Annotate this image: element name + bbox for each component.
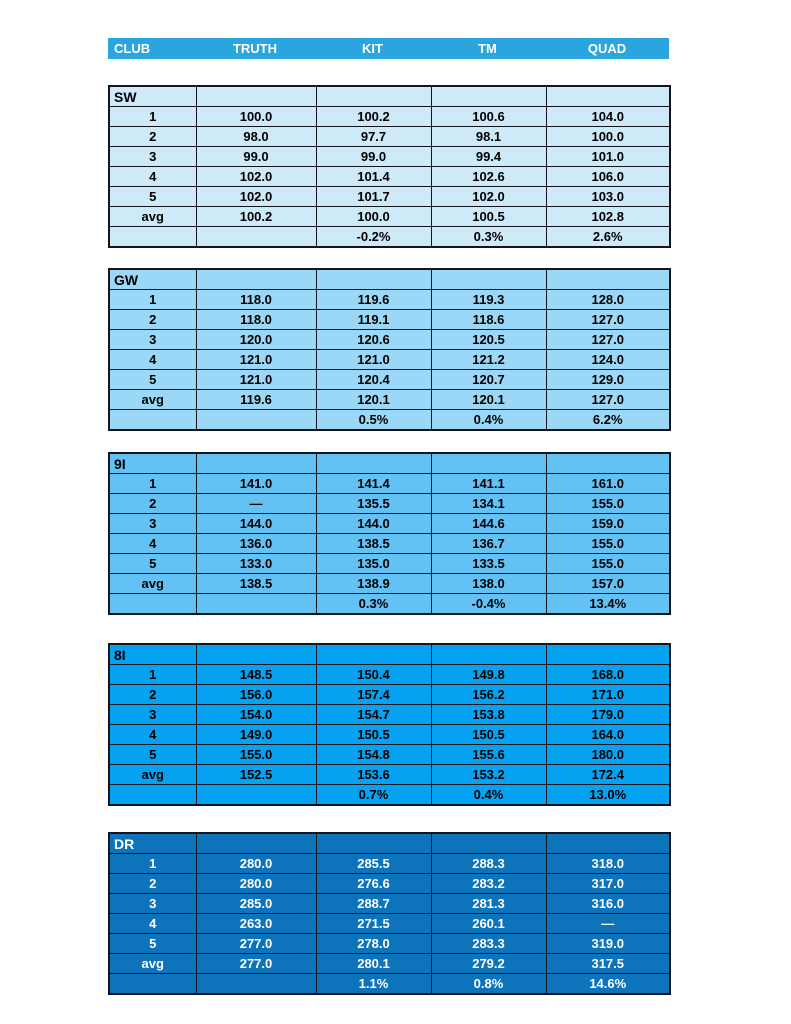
data-row <box>109 514 670 534</box>
data-row <box>109 665 670 685</box>
empty-cell <box>196 453 316 474</box>
quad-cell: 6.2% <box>546 410 670 431</box>
kit-cell: 280.1 <box>316 954 431 974</box>
tm-cell: 100.6 <box>431 107 546 127</box>
pct-row <box>109 410 670 431</box>
club-header-row <box>109 833 670 854</box>
quad-cell: 129.0 <box>546 370 670 390</box>
avg-row <box>109 765 670 785</box>
tm-cell: 136.7 <box>431 534 546 554</box>
truth-cell: 144.0 <box>196 514 316 534</box>
row-label-cell: 2 <box>109 310 196 330</box>
truth-cell: 119.6 <box>196 390 316 410</box>
data-row <box>109 290 670 310</box>
club-header-row <box>109 453 670 474</box>
empty-cell <box>431 269 546 290</box>
tm-cell: 0.4% <box>431 785 546 806</box>
kit-cell: 100.0 <box>316 207 431 227</box>
quad-cell: 172.4 <box>546 765 670 785</box>
row-label-cell: 3 <box>109 147 196 167</box>
empty-cell <box>316 269 431 290</box>
kit-cell: 278.0 <box>316 934 431 954</box>
data-row <box>109 705 670 725</box>
row-label-cell: 1 <box>109 107 196 127</box>
truth-cell: 102.0 <box>196 167 316 187</box>
club-header-row <box>109 269 670 290</box>
column-header-tm: TM <box>478 41 497 56</box>
tm-cell: 0.3% <box>431 227 546 248</box>
kit-cell: 121.0 <box>316 350 431 370</box>
tm-cell: -0.4% <box>431 594 546 615</box>
truth-cell: 149.0 <box>196 725 316 745</box>
tm-cell: 0.4% <box>431 410 546 431</box>
truth-cell: 141.0 <box>196 474 316 494</box>
tm-cell: 283.2 <box>431 874 546 894</box>
quad-cell: 316.0 <box>546 894 670 914</box>
kit-cell: 119.6 <box>316 290 431 310</box>
kit-cell: -0.2% <box>316 227 431 248</box>
quad-cell: 13.4% <box>546 594 670 615</box>
tm-cell: 153.2 <box>431 765 546 785</box>
row-label-cell: avg <box>109 390 196 410</box>
column-header-truth: TRUTH <box>232 41 278 56</box>
quad-cell: — <box>546 914 670 934</box>
quad-cell: 179.0 <box>546 705 670 725</box>
kit-cell: 285.5 <box>316 854 431 874</box>
data-row <box>109 914 670 934</box>
quad-cell: 319.0 <box>546 934 670 954</box>
data-row <box>109 107 670 127</box>
truth-cell: 138.5 <box>196 574 316 594</box>
row-label-cell: 1 <box>109 854 196 874</box>
tm-cell: 260.1 <box>431 914 546 934</box>
kit-cell: 154.8 <box>316 745 431 765</box>
quad-cell: 171.0 <box>546 685 670 705</box>
pct-row <box>109 594 670 615</box>
row-label-cell: 5 <box>109 554 196 574</box>
truth-cell: 154.0 <box>196 705 316 725</box>
tm-cell: 149.8 <box>431 665 546 685</box>
quad-cell: 127.0 <box>546 390 670 410</box>
truth-cell: 155.0 <box>196 745 316 765</box>
empty-cell <box>431 453 546 474</box>
tm-cell: 141.1 <box>431 474 546 494</box>
row-label-cell: 4 <box>109 167 196 187</box>
quad-cell: 127.0 <box>546 330 670 350</box>
row-label-cell: 4 <box>109 725 196 745</box>
truth-cell: 280.0 <box>196 854 316 874</box>
row-label-cell: 1 <box>109 665 196 685</box>
tm-cell: 279.2 <box>431 954 546 974</box>
row-label-cell: avg <box>109 574 196 594</box>
tm-cell: 99.4 <box>431 147 546 167</box>
avg-row <box>109 390 670 410</box>
truth-cell: — <box>196 494 316 514</box>
row-label-cell: 2 <box>109 874 196 894</box>
tm-cell: 156.2 <box>431 685 546 705</box>
tm-cell: 120.5 <box>431 330 546 350</box>
kit-cell: 276.6 <box>316 874 431 894</box>
kit-cell: 150.4 <box>316 665 431 685</box>
data-row <box>109 187 670 207</box>
truth-cell: 156.0 <box>196 685 316 705</box>
quad-cell: 180.0 <box>546 745 670 765</box>
empty-cell <box>196 833 316 854</box>
data-row <box>109 894 670 914</box>
quad-cell: 161.0 <box>546 474 670 494</box>
kit-cell: 135.5 <box>316 494 431 514</box>
club-table-sw <box>108 85 671 248</box>
data-row <box>109 554 670 574</box>
kit-cell: 97.7 <box>316 127 431 147</box>
truth-cell: 277.0 <box>196 934 316 954</box>
kit-cell: 153.6 <box>316 765 431 785</box>
row-label-cell: 2 <box>109 685 196 705</box>
truth-cell: 136.0 <box>196 534 316 554</box>
row-label-cell: 1 <box>109 290 196 310</box>
row-label-cell: 2 <box>109 127 196 147</box>
empty-cell <box>431 644 546 665</box>
quad-cell: 164.0 <box>546 725 670 745</box>
data-row <box>109 854 670 874</box>
tm-cell: 133.5 <box>431 554 546 574</box>
row-label-cell: 3 <box>109 330 196 350</box>
club-name-cell: SW <box>109 86 196 107</box>
truth-cell: 280.0 <box>196 874 316 894</box>
truth-cell <box>196 594 316 615</box>
kit-cell: 141.4 <box>316 474 431 494</box>
empty-cell <box>316 86 431 107</box>
pct-row <box>109 974 670 995</box>
row-label-cell <box>109 410 196 431</box>
club-name-cell: 8I <box>109 644 196 665</box>
quad-cell: 13.0% <box>546 785 670 806</box>
tm-cell: 150.5 <box>431 725 546 745</box>
row-label-cell <box>109 227 196 248</box>
kit-cell: 138.5 <box>316 534 431 554</box>
column-header-quad: QUAD <box>587 41 627 56</box>
tm-cell: 283.3 <box>431 934 546 954</box>
row-label-cell: avg <box>109 207 196 227</box>
tm-cell: 121.2 <box>431 350 546 370</box>
kit-cell: 120.4 <box>316 370 431 390</box>
row-label-cell <box>109 785 196 806</box>
kit-cell: 0.3% <box>316 594 431 615</box>
kit-cell: 101.4 <box>316 167 431 187</box>
truth-cell: 148.5 <box>196 665 316 685</box>
truth-cell: 133.0 <box>196 554 316 574</box>
empty-cell <box>196 269 316 290</box>
quad-cell: 14.6% <box>546 974 670 995</box>
tm-cell: 144.6 <box>431 514 546 534</box>
column-header-club: CLUB <box>114 41 151 56</box>
data-row <box>109 474 670 494</box>
club-table-9i <box>108 452 671 615</box>
row-label-cell: avg <box>109 765 196 785</box>
row-label-cell: 5 <box>109 745 196 765</box>
club-table-gw <box>108 268 671 431</box>
data-row <box>109 350 670 370</box>
row-label-cell <box>109 594 196 615</box>
pct-row <box>109 227 670 248</box>
club-name-cell: DR <box>109 833 196 854</box>
quad-cell: 318.0 <box>546 854 670 874</box>
quad-cell: 168.0 <box>546 665 670 685</box>
truth-cell: 121.0 <box>196 370 316 390</box>
empty-cell <box>546 833 670 854</box>
quad-cell: 155.0 <box>546 494 670 514</box>
empty-cell <box>546 453 670 474</box>
empty-cell <box>196 644 316 665</box>
tables-container <box>108 85 669 995</box>
kit-cell: 100.2 <box>316 107 431 127</box>
row-label-cell: 5 <box>109 187 196 207</box>
empty-cell <box>316 453 431 474</box>
empty-cell <box>316 644 431 665</box>
tm-cell: 119.3 <box>431 290 546 310</box>
content-column <box>108 38 669 995</box>
tm-cell: 153.8 <box>431 705 546 725</box>
tm-cell: 102.6 <box>431 167 546 187</box>
row-label-cell: 4 <box>109 914 196 934</box>
row-label-cell: 5 <box>109 934 196 954</box>
data-row <box>109 167 670 187</box>
data-row <box>109 534 670 554</box>
row-label-cell: 5 <box>109 370 196 390</box>
kit-cell: 144.0 <box>316 514 431 534</box>
data-row <box>109 745 670 765</box>
quad-cell: 106.0 <box>546 167 670 187</box>
quad-cell: 101.0 <box>546 147 670 167</box>
empty-cell <box>196 86 316 107</box>
kit-cell: 120.1 <box>316 390 431 410</box>
data-row <box>109 370 670 390</box>
truth-cell: 263.0 <box>196 914 316 934</box>
kit-cell: 271.5 <box>316 914 431 934</box>
kit-cell: 0.7% <box>316 785 431 806</box>
data-row <box>109 725 670 745</box>
kit-cell: 135.0 <box>316 554 431 574</box>
truth-cell: 99.0 <box>196 147 316 167</box>
kit-cell: 119.1 <box>316 310 431 330</box>
kit-cell: 150.5 <box>316 725 431 745</box>
row-label-cell: avg <box>109 954 196 974</box>
quad-cell: 103.0 <box>546 187 670 207</box>
truth-cell: 100.0 <box>196 107 316 127</box>
quad-cell: 124.0 <box>546 350 670 370</box>
row-label-cell: 1 <box>109 474 196 494</box>
tm-cell: 134.1 <box>431 494 546 514</box>
column-header-bar <box>108 38 669 59</box>
quad-cell: 104.0 <box>546 107 670 127</box>
data-row <box>109 330 670 350</box>
empty-cell <box>546 86 670 107</box>
kit-cell: 1.1% <box>316 974 431 995</box>
data-row <box>109 127 670 147</box>
truth-cell: 98.0 <box>196 127 316 147</box>
truth-cell: 100.2 <box>196 207 316 227</box>
quad-cell: 317.0 <box>546 874 670 894</box>
truth-cell <box>196 974 316 995</box>
truth-cell: 120.0 <box>196 330 316 350</box>
truth-cell <box>196 410 316 431</box>
empty-cell <box>431 86 546 107</box>
row-label-cell: 4 <box>109 350 196 370</box>
kit-cell: 101.7 <box>316 187 431 207</box>
quad-cell: 127.0 <box>546 310 670 330</box>
tm-cell: 281.3 <box>431 894 546 914</box>
truth-cell: 277.0 <box>196 954 316 974</box>
row-label-cell: 3 <box>109 514 196 534</box>
avg-row <box>109 574 670 594</box>
empty-cell <box>431 833 546 854</box>
truth-cell: 285.0 <box>196 894 316 914</box>
tm-cell: 138.0 <box>431 574 546 594</box>
truth-cell: 102.0 <box>196 187 316 207</box>
quad-cell: 100.0 <box>546 127 670 147</box>
pct-row <box>109 785 670 806</box>
kit-cell: 138.9 <box>316 574 431 594</box>
quad-cell: 102.8 <box>546 207 670 227</box>
row-label-cell <box>109 974 196 995</box>
truth-cell: 118.0 <box>196 290 316 310</box>
quad-cell: 159.0 <box>546 514 670 534</box>
tm-cell: 288.3 <box>431 854 546 874</box>
empty-cell <box>316 833 431 854</box>
row-label-cell: 3 <box>109 705 196 725</box>
column-header-kit: KIT <box>362 41 383 56</box>
quad-cell: 155.0 <box>546 534 670 554</box>
tm-cell: 98.1 <box>431 127 546 147</box>
kit-cell: 154.7 <box>316 705 431 725</box>
tm-cell: 100.5 <box>431 207 546 227</box>
tm-cell: 118.6 <box>431 310 546 330</box>
empty-cell <box>546 644 670 665</box>
club-header-row <box>109 86 670 107</box>
data-row <box>109 494 670 514</box>
kit-cell: 99.0 <box>316 147 431 167</box>
club-table-dr <box>108 832 671 995</box>
kit-cell: 120.6 <box>316 330 431 350</box>
data-row <box>109 874 670 894</box>
club-header-row <box>109 644 670 665</box>
tm-cell: 102.0 <box>431 187 546 207</box>
truth-cell <box>196 785 316 806</box>
data-row <box>109 310 670 330</box>
row-label-cell: 3 <box>109 894 196 914</box>
truth-cell: 118.0 <box>196 310 316 330</box>
truth-cell: 121.0 <box>196 350 316 370</box>
quad-cell: 2.6% <box>546 227 670 248</box>
avg-row <box>109 954 670 974</box>
kit-cell: 288.7 <box>316 894 431 914</box>
quad-cell: 317.5 <box>546 954 670 974</box>
truth-cell: 152.5 <box>196 765 316 785</box>
row-label-cell: 4 <box>109 534 196 554</box>
tm-cell: 0.8% <box>431 974 546 995</box>
tm-cell: 120.7 <box>431 370 546 390</box>
club-name-cell: 9I <box>109 453 196 474</box>
avg-row <box>109 207 670 227</box>
tm-cell: 155.6 <box>431 745 546 765</box>
truth-cell <box>196 227 316 248</box>
tm-cell: 120.1 <box>431 390 546 410</box>
kit-cell: 0.5% <box>316 410 431 431</box>
data-row <box>109 934 670 954</box>
data-row <box>109 147 670 167</box>
empty-cell <box>546 269 670 290</box>
row-label-cell: 2 <box>109 494 196 514</box>
club-name-cell: GW <box>109 269 196 290</box>
quad-cell: 155.0 <box>546 554 670 574</box>
quad-cell: 128.0 <box>546 290 670 310</box>
kit-cell: 157.4 <box>316 685 431 705</box>
quad-cell: 157.0 <box>546 574 670 594</box>
club-table-8i <box>108 643 671 806</box>
data-row <box>109 685 670 705</box>
